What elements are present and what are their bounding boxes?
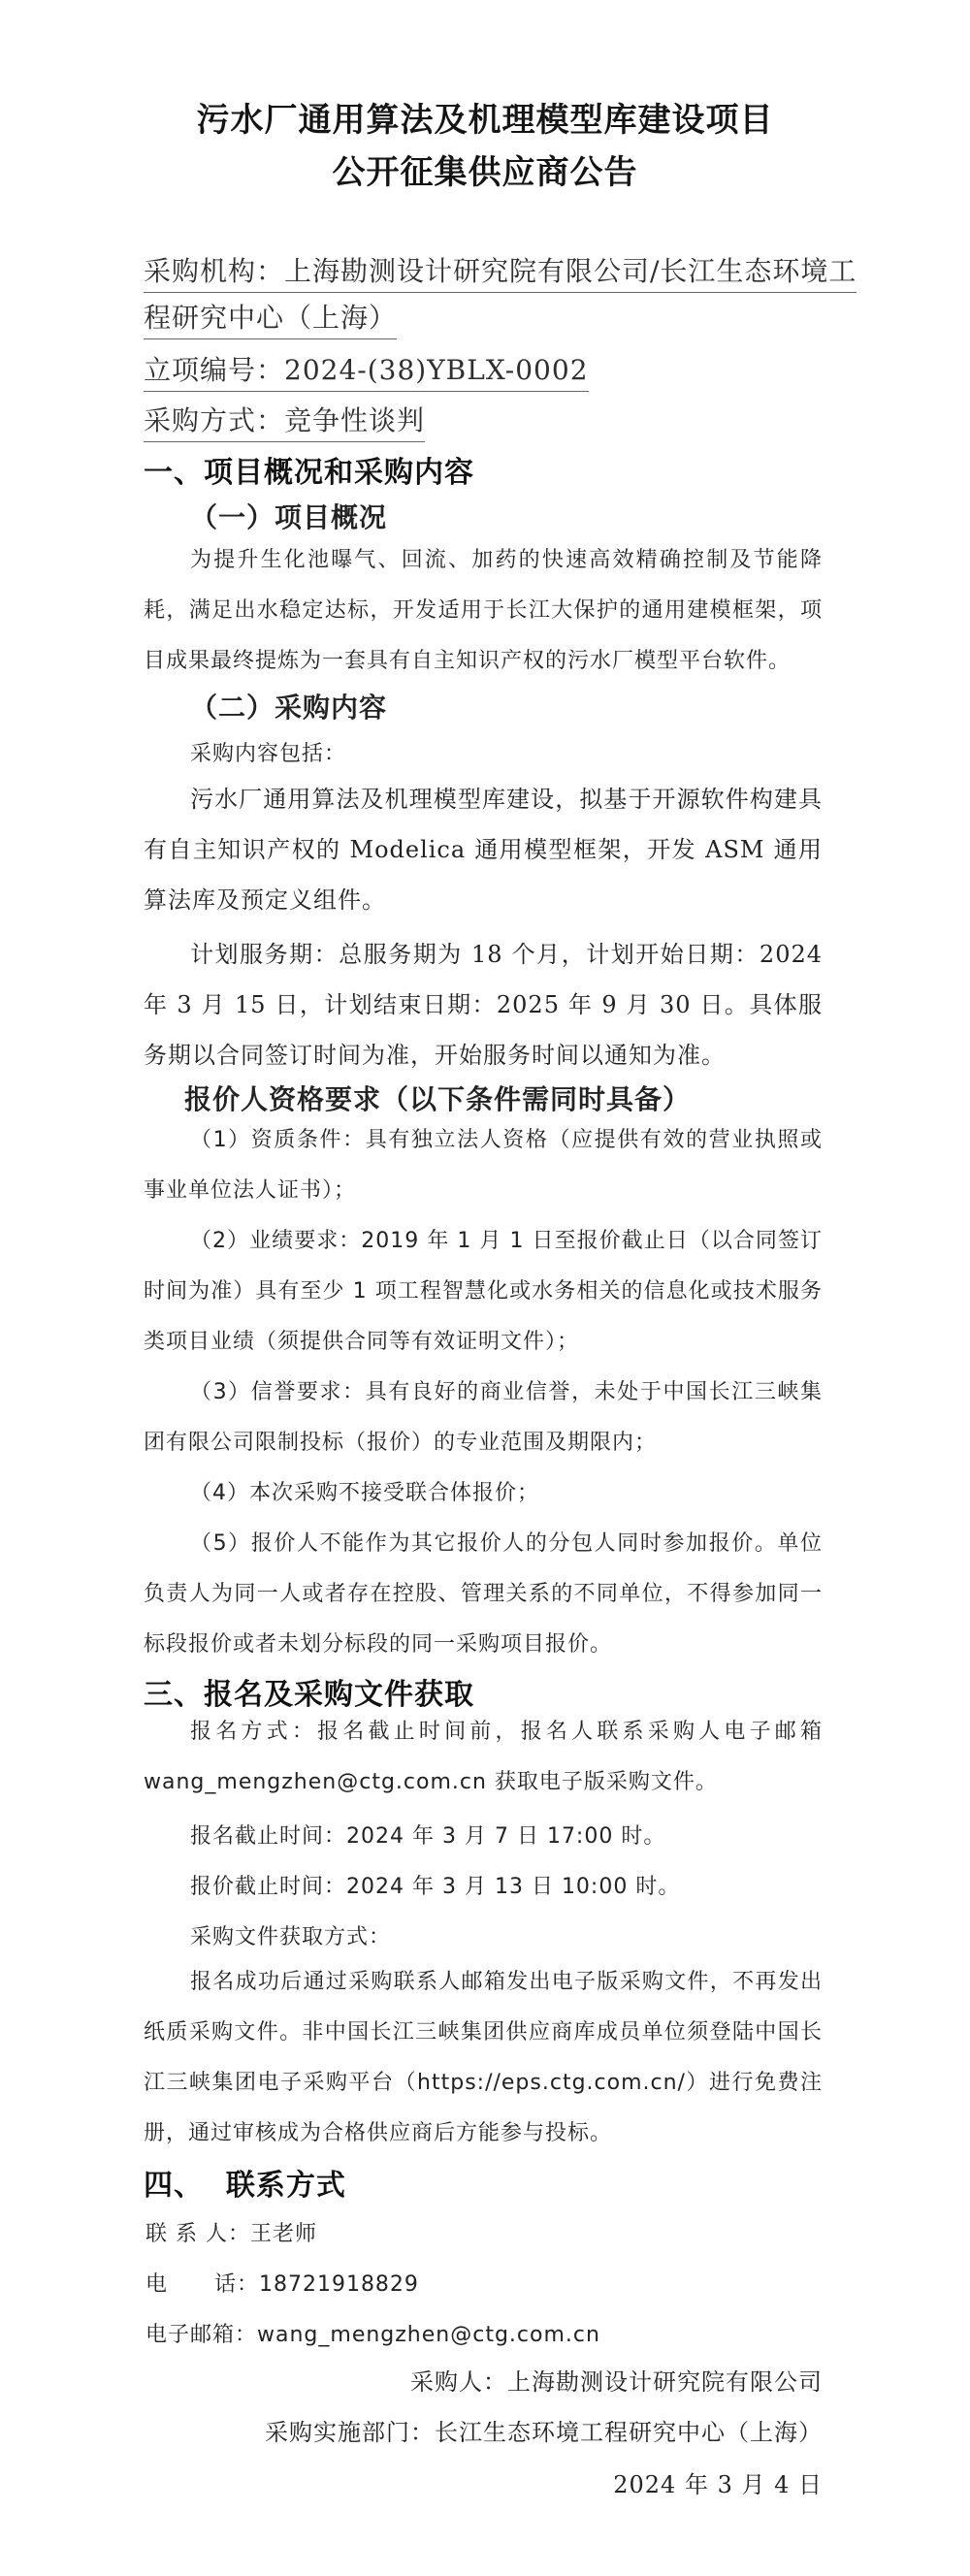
subsection-content-heading: （二）采购内容 [190,692,388,724]
procurement-method-text: 采购方式：竞争性谈判 [144,400,425,442]
footer-purchaser: 采购人：上海勘测设计研究院有限公司 [410,2368,823,2396]
signup-deadline: 报名截止时间：2024 年 3 月 7 日 17:00 时。 [190,1824,666,1849]
project-number-text: 立项编号：2024-(38)YBLX-0002 [144,349,589,392]
title-line-2: 公开征集供应商公告 [332,153,638,192]
qualification-item-5: （5）报价人不能作为其它报价人的分包人同时参加报价。单位负责人为同一人或者存在控股、管理关系的不同单位，不得参加同一标段报价或者未划分标段的同一采购项目报价。 [144,1531,823,1657]
purchaser-line-1 [144,250,857,293]
signup-paragraph: 报名方式：报名截止时间前，报名人联系采购人电子邮箱 wang_mengzhen@ctg.com.cn 获取电子版采购文件。 [144,1720,823,1794]
purchaser-text-1: 采购机构：上海勘测设计研究院有限公司/长江生态环境工 [144,250,857,293]
content-paragraph: 污水厂通用算法及机理模型库建设，拟基于开源软件构建具有自主知识产权的 Modelica 通用模型框架，开发 ASM 通用算法库及预定义组件。 [144,786,823,914]
contact-person: 联 系 人：王老师 [146,2222,317,2246]
purchaser-text-2: 程研究中心（上海） [144,297,397,339]
content-intro: 采购内容包括： [190,742,347,766]
purchaser-line-2 [144,297,397,339]
qualification-item-3: （3）信誉要求：具有良好的商业信誉，未处于中国长江三峡集团有限公司限制投标（报价）的专业范围及期限内； [144,1380,823,1455]
section-4-heading: 四、 联系方式 [144,2169,346,2203]
qualification-item-1: （1）资质条件：具有独立法人资格（应提供有效的营业执照或事业单位法人证书）； [144,1128,823,1203]
subsection-overview-heading: （一）项目概况 [190,501,388,533]
overview-paragraph: 为提升生化池曝气、回流、加药的快速高效精确控制及节能降耗，满足出水稳定达标，开发适用于长江大保护的通用建模框架，项目成果最终提炼为一套具有自主知识产权的污水厂模型平台软件。 [144,548,823,673]
section-2-heading: 报价人资格要求（以下条件需同时具备） [184,1083,692,1115]
footer-date: 2024 年 3 月 4 日 [613,2471,823,2498]
acquire-label: 采购文件获取方式： [190,1925,392,1949]
qualification-item-2: （2）业绩要求：2019 年 1 月 1 日至报价截止日（以合同签订时间为准）具有至少 1 项工程智慧化或水务相关的信息化或技术服务类项目业绩（须提供合同等有效证明文件）； [144,1229,823,1354]
section-3-heading: 三、报名及采购文件获取 [144,1678,474,1712]
contact-email: 电子邮箱：wang_mengzhen@ctg.com.cn [146,2323,600,2347]
project-number [144,349,589,392]
schedule-paragraph: 计划服务期：总服务期为 18 个月，计划开始日期：2024 年 3 月 15 日，计划结束日期：2025 年 9 月 30 日。具体服务期以合同签订时间为准，开始服务时间以通知为准。 [144,941,823,1069]
procurement-method [144,400,425,442]
title-line-1: 污水厂通用算法及机理模型库建设项目 [196,101,774,140]
footer-department: 采购实施部门：长江生态环境工程研究中心（上海） [265,2419,823,2446]
quote-deadline: 报价截止时间：2024 年 3 月 13 日 10:00 时。 [190,1875,681,1899]
qualification-item-4: （4）本次采购不接受联合体报价； [190,1481,539,1505]
acquire-paragraph: 报名成功后通过采购联系人邮箱发出电子版采购文件，不再发出纸质采购文件。非中国长江三峡集团供应商库成员单位须登陆中国长江三峡集团电子采购平台（https://eps.ctg.com.cn/）进行免费注册，通过审核成为合格供应商后方能参与投标。 [144,1970,823,2145]
contact-phone: 电 话：18721918829 [146,2272,419,2297]
section-1-heading: 一、项目概况和采购内容 [144,456,474,490]
